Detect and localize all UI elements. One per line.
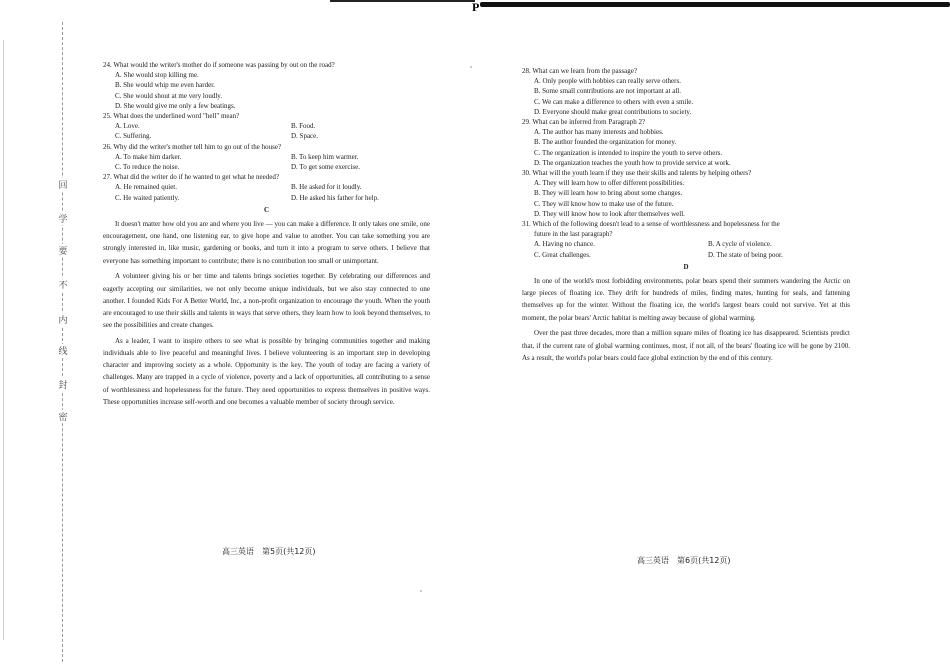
option: B. To keep him warmer. bbox=[291, 152, 359, 161]
option: D. The state of being poor. bbox=[708, 250, 783, 259]
page-footer-right: 高三英语 第6页(共12页) bbox=[637, 556, 731, 565]
option: C. He waited patiently. bbox=[115, 193, 180, 202]
option-row bbox=[115, 182, 430, 192]
passage-paragraph: In one of the world's most forbidding environments, polar bears spend their summers wandering the Arctic on large pieces of floating ice. They drift for hundreds of miles, finding mates, hunting for seals, and fattening themselves up for the winter. Without the floating ice, the world's largest bears could not survive. Yet at this moment, the polar bears' Arctic habitat is melting away because of global warming. bbox=[522, 277, 850, 322]
option: A. They will learn how to offer different possibilities. bbox=[534, 179, 685, 188]
option: C. The organization is intended to inspire the youth to serve others. bbox=[534, 148, 723, 157]
option: D. The organization teaches the youth how to provide service at work. bbox=[534, 158, 731, 167]
option: B. Food. bbox=[291, 122, 316, 131]
question-27: 27. What did the writer do if he wanted to get what he needed? bbox=[103, 173, 279, 182]
option: D. She would give me only a few beatings. bbox=[115, 101, 236, 110]
option-row bbox=[115, 162, 430, 172]
option: C. They will know how to make use of the future. bbox=[534, 199, 674, 208]
right-page bbox=[522, 66, 850, 367]
option: C. We can make a difference to others with even a smile. bbox=[534, 97, 694, 106]
page-footer-left: 高三英语 第5页(共12页) bbox=[222, 547, 316, 556]
section-heading-c: C bbox=[263, 205, 270, 214]
binding-char: 内 bbox=[57, 313, 69, 326]
option: D. Space. bbox=[291, 132, 319, 141]
question-28: 28. What can we learn from the passage? bbox=[522, 67, 637, 75]
question-31: 31. Which of the following doesn't lead to a sense of worthlessness and hopelessness for the bbox=[522, 220, 780, 229]
option-row bbox=[115, 131, 430, 141]
binding-char: 封 bbox=[57, 378, 69, 391]
option: B. She would whip me even harder. bbox=[115, 81, 215, 90]
option: B. He asked for it loudly. bbox=[291, 183, 362, 192]
passage-paragraph: A volunteer giving his or her time and talents brings societies together. By celebrating our differences and eagerly accepting our similarities, we not only become unique individuals, but we also stay connected to one another. I founded Kids For A Better World, Inc, a non-profit organization to encourage the youth. When the youth are encouraged to use their skills and talents in ways that serve others, they learn how to look beyond themselves, to see the possibilities and create changes. bbox=[103, 272, 430, 330]
top-mark: P bbox=[472, 0, 480, 14]
scan-speck bbox=[420, 590, 422, 592]
passage-paragraph: As a leader, I want to inspire others to see what is possible by bringing communities together and making individuals able to live peaceful and meaningful lives. I believe volunteering is an important step in developing character and improving society as a whole. Opportunity is the key. The youth of today are facing a variety of challenges. Many are trapped in a cycle of violence, poverty and a lack of opportunities, all contributing to a sense of worthlessness and hopelessness for the future. They need opportunities to express themselves in positive ways. These opportunities increase self-worth and one becomes a valuable member of society through service. bbox=[103, 336, 430, 406]
option: C. She would shout at me very loudly. bbox=[115, 91, 223, 100]
binding-char: 密 bbox=[57, 410, 69, 423]
option: A. He remained quiet. bbox=[115, 183, 178, 192]
question-30: 30. What will the youth learn if they use their skills and talents by helping others? bbox=[522, 169, 752, 178]
binding-char: 学 bbox=[57, 212, 69, 225]
option: B. A cycle of violence. bbox=[708, 240, 772, 249]
option: B. They will learn how to bring about some changes. bbox=[534, 189, 683, 198]
left-page bbox=[103, 60, 430, 412]
option: D. Everyone should make great contributions to society. bbox=[534, 107, 692, 116]
option: A. Having no chance. bbox=[534, 240, 595, 249]
question-24: 24. What would the writer's mother do if someone was passing by out on the road? bbox=[103, 61, 335, 69]
question-29: 29. What can be inferred from Paragraph 2? bbox=[522, 118, 646, 127]
binding-char: 回 bbox=[57, 178, 69, 191]
question-25: 25. What does the underlined word "hell" mean? bbox=[103, 112, 240, 121]
binding-char: 线 bbox=[57, 344, 69, 357]
option: D. To get some exercise. bbox=[291, 163, 360, 172]
option: A. To make him darker. bbox=[115, 152, 182, 161]
binding-char: 要 bbox=[57, 244, 69, 257]
question-26: 26. Why did the writer's mother tell him to go out of the house? bbox=[103, 142, 282, 151]
option: A. She would stop killing me. bbox=[115, 71, 199, 80]
left-edge-line bbox=[3, 40, 4, 640]
section-heading-d: D bbox=[683, 262, 689, 271]
option: C. Suffering. bbox=[115, 132, 152, 141]
option: A. Love. bbox=[115, 122, 140, 131]
option-row bbox=[115, 121, 430, 131]
option: C. To reduce the noise. bbox=[115, 163, 180, 172]
option-row bbox=[534, 239, 850, 249]
scan-speck bbox=[470, 66, 472, 68]
option: A. Only people with hobbies can really serve others. bbox=[534, 77, 681, 86]
option: B. Some small contributions are not important at all. bbox=[534, 87, 681, 96]
option: D. He asked his father for help. bbox=[291, 193, 379, 202]
question-31-continued: future in the last paragraph? bbox=[534, 230, 613, 239]
top-rule-right bbox=[480, 2, 950, 7]
binding-dashed-line bbox=[62, 22, 63, 662]
option: D. They will know how to look after themselves well. bbox=[534, 209, 685, 218]
passage-paragraph: It doesn't matter how old you are and where you live — you can make a difference. It only takes one smile, one encouragement, one hand, one listening ear, to give hope and value to another. You can take something you are strongly interested in, like music, gardening or books, and turn it into a program to serve others. I believe that everyone has something important to contribute; there is no contribution too small or unimportant. bbox=[103, 220, 430, 265]
option: B. The author founded the organization for money. bbox=[534, 138, 677, 147]
passage-paragraph: Over the past three decades, more than a million square miles of floating ice has disappeared. Scientists predict that, if the current rate of global warming continues, most, if not all, of the bears' floating ice will be gone by 2100. As a result, the world's polar bears could face global extinction by the end of this century. bbox=[522, 329, 850, 362]
option-row bbox=[115, 193, 430, 203]
option: C. Great challenges. bbox=[534, 250, 591, 259]
top-rule-left bbox=[330, 0, 475, 2]
option: A. The author has many interests and hobbies. bbox=[534, 128, 664, 137]
option-row bbox=[534, 250, 850, 260]
binding-char: 不 bbox=[57, 278, 69, 291]
option-row bbox=[115, 152, 430, 162]
